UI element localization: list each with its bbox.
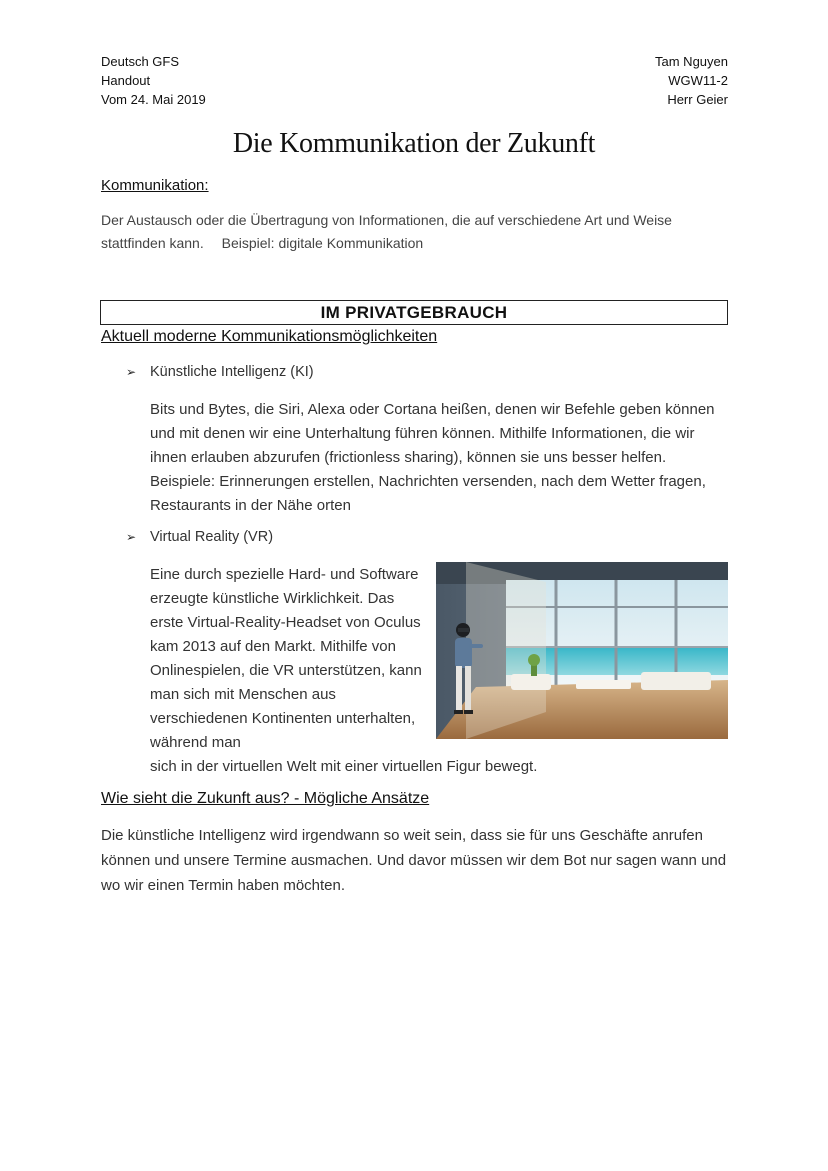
bullet-vr — [126, 529, 273, 545]
arrow-bullet-icon: ➢ — [126, 530, 137, 544]
section-banner: IM PRIVATGEBRAUCH — [100, 300, 728, 325]
modern-heading: Aktuell moderne Kommunikationsmöglichkeiten — [101, 328, 438, 345]
header-class: WGW11-2 — [668, 73, 728, 88]
document-title: Die Kommunikation der Zukunft — [232, 128, 596, 159]
header-left — [101, 52, 206, 109]
vr-illustration — [436, 562, 728, 739]
future-heading: Wie sieht die Zukunft aus? - Mögliche Ansätze — [101, 790, 430, 807]
header-doc-type: Handout — [101, 73, 151, 88]
ki-description: Bits und Bytes, die Siri, Alexa oder Cortana heißen, denen wir Befehle geben können und mit denen wir eine Unterhaltung führen können. Mithilfe Informationen, die wir ihnen erlauben abzurufen (frictionless sharing), können sie uns besser helfen. Beispiele: Erinnerungen erstellen, Nachrichten versenden, nach dem Wetter fragen, Restaurants in der Nähe orten — [150, 401, 715, 514]
arrow-bullet-icon: ➢ — [126, 365, 137, 379]
bullet-ki — [126, 364, 314, 380]
definition-text — [101, 209, 731, 255]
bullet-vr-label: Virtual Reality (VR) — [150, 529, 274, 545]
definition-heading: Kommunikation: — [101, 177, 209, 194]
header-author: Tam Nguyen — [655, 54, 728, 69]
definition-example: Beispiel: digitale Kommunikation — [221, 235, 424, 251]
bullet-ki-label: Künstliche Intelligenz (KI) — [150, 364, 314, 380]
definition-body: Der Austausch oder die Übertragung von Informationen, die auf verschiedene Art und Weise stattfinden kann. — [101, 212, 672, 251]
vr-photo — [436, 562, 728, 739]
vr-description: Eine durch spezielle Hard- und Software erzeugte künstliche Wirklichkeit. Das erste Virtual-Reality-Headset von Oculus kam 2013 auf den Markt. Mithilfe von Onlinespielen, die VR unterstützen, kann man sich mit Menschen aus verschiedenen Kontinenten unterhalten, während man — [150, 566, 422, 751]
header-right — [655, 52, 728, 109]
vr-description-tail: sich in der virtuellen Welt mit einer virtuellen Figur bewegt. — [150, 758, 538, 775]
header-subject: Deutsch GFS — [101, 54, 180, 69]
header-date: Vom 24. Mai 2019 — [101, 92, 206, 107]
header-teacher: Herr Geier — [667, 92, 728, 107]
future-text: Die künstliche Intelligenz wird irgendwann so weit sein, dass sie für uns Geschäfte anrufen können und unsere Termine ausmachen. Und davor müssen wir dem Bot nur sagen wann und wo wir einen Termin haben möchten. — [101, 827, 727, 894]
